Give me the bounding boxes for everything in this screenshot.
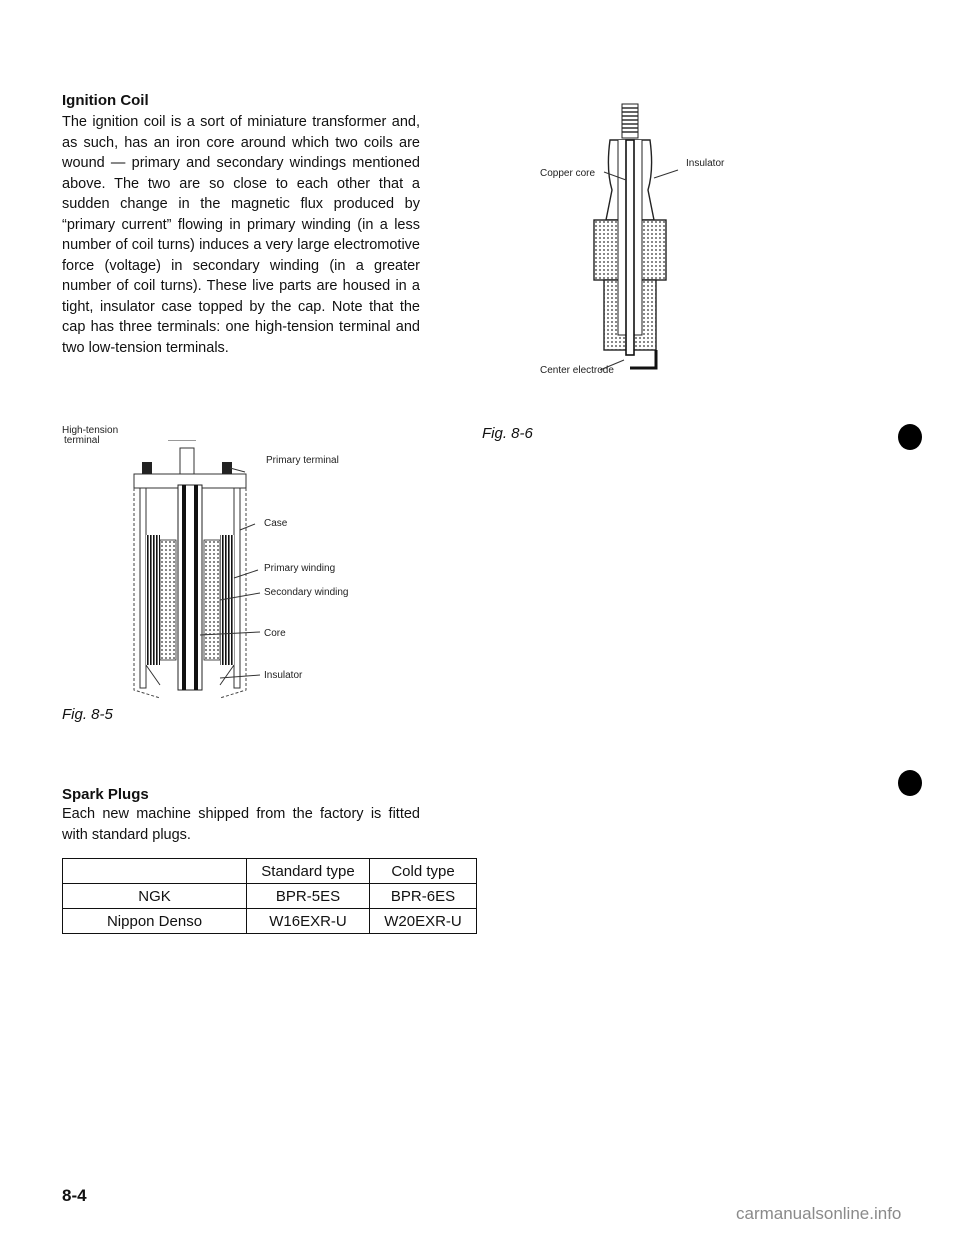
ignition-coil-paragraph: The ignition coil is a sort of miniature transformer and, as such, has an iron core around which two coils are wound — primary and secondary windings mentioned above. The two are so close to each other that a sudden change in the magnetic flux produced by “primary current” flowing in primary winding (in a less number of coil turns) induces a very large electromotive force (voltage) in secondary winding (in a greater number of coil turns). These live parts are housed in a tight, insulator case topped by the cap. Note that the cap has three terminals: one high-tension terminal and two low-tension terminals. xyxy=(62,114,420,356)
table-header-cell: Standard type xyxy=(247,859,370,884)
spark-plug-table xyxy=(62,858,477,934)
table-cell: BPR-5ES xyxy=(247,884,370,909)
table-header-cell: Cold type xyxy=(370,859,477,884)
table-cell: NGK xyxy=(63,884,247,909)
label-high-tension-1: High-tension xyxy=(62,425,119,436)
label-high-tension-2: terminal xyxy=(64,435,100,446)
fig-8-5-caption: Fig. 8-5 xyxy=(62,706,113,723)
label-copper-core: Copper core xyxy=(540,168,596,179)
spark-plugs-paragraph: Each new machine shipped from the factory is fitted with standard plugs. xyxy=(62,806,420,843)
label-insulator-plug: Insulator xyxy=(686,158,725,169)
label-primary-winding: Primary winding xyxy=(264,563,336,574)
table-cell: Nippon Denso xyxy=(63,909,247,934)
table-row xyxy=(63,884,477,909)
page-number: 8-4 xyxy=(62,1186,87,1205)
label-center-electrode: Center electrode xyxy=(540,365,614,376)
spark-plugs-heading: Spark Plugs xyxy=(62,786,149,803)
label-primary-terminal: Primary terminal xyxy=(266,455,339,466)
label-core: Core xyxy=(264,628,286,639)
ignition-coil-heading: Ignition Coil xyxy=(62,92,149,109)
fig-8-6-caption: Fig. 8-6 xyxy=(482,425,533,442)
watermark: carmanualsonline.info xyxy=(736,1204,902,1223)
table-cell: W16EXR-U xyxy=(247,909,370,934)
table-header-row xyxy=(63,859,477,884)
binder-hole-dot xyxy=(898,770,922,796)
label-insulator-coil: Insulator xyxy=(264,670,303,681)
table-row xyxy=(63,909,477,934)
table-cell: W20EXR-U xyxy=(370,909,477,934)
table-cell: BPR-6ES xyxy=(370,884,477,909)
table-header-cell xyxy=(63,859,247,884)
label-secondary-winding: Secondary winding xyxy=(264,587,349,598)
spark-plug-diagram xyxy=(570,100,690,390)
label-case: Case xyxy=(264,518,288,529)
binder-hole-dot xyxy=(898,424,922,450)
